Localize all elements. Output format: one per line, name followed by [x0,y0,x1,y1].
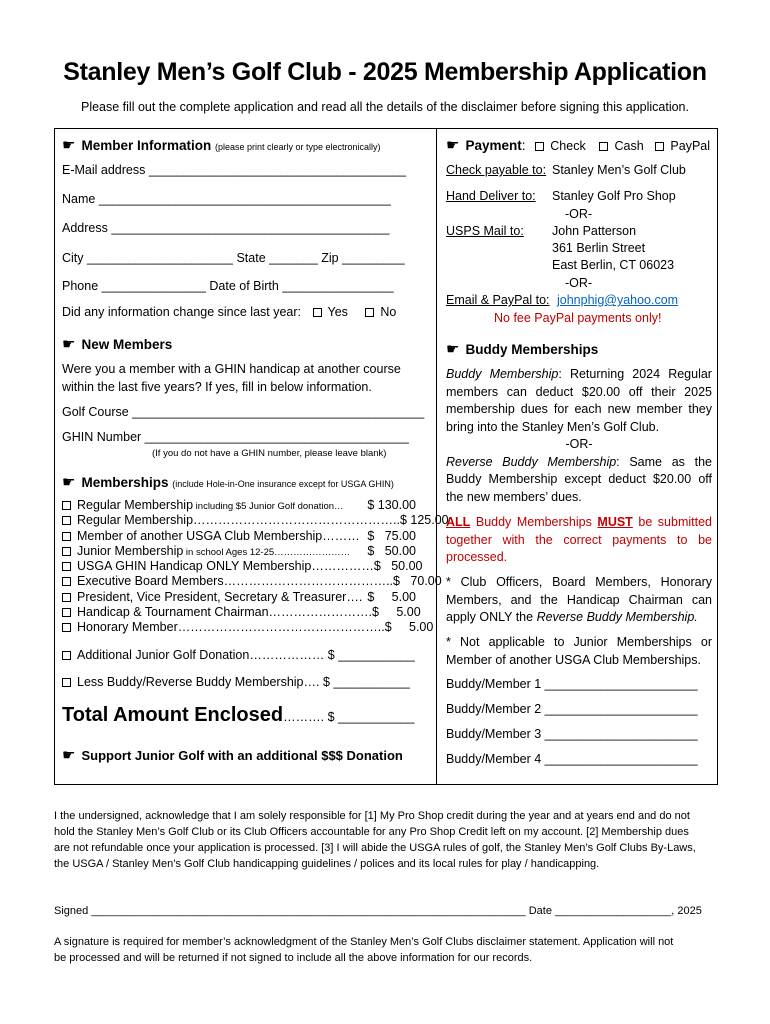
new-members-title: New Members [81,337,173,352]
buddy-heading [446,340,598,358]
membership-item[interactable] [62,574,442,589]
payment-check-label: Check [550,139,586,153]
pointing-hand-icon: ☛ [446,341,460,358]
disclaimer-line: I the undersigned, acknowledge that I am solely responsible for [1] My Pro Shop credit during the year and at years end and do not [54,810,690,822]
reverse-buddy-term: Reverse Buddy Membership. [536,610,698,624]
membership-label: Junior Membership [77,543,184,558]
ghin-note: (If you do not have a GHIN number, please leave blank) [152,448,387,459]
yes-label: Yes [327,305,348,319]
footer-line: be processed and will be returned if not signed to include all the above information for our records. [54,952,533,964]
name-field[interactable]: Name __________________________________________ [62,192,391,206]
membership-detail: including $5 Junior Golf donation… [193,501,344,512]
support-junior-golf-label: Support Junior Golf with an additional $$$ Donation [81,748,403,763]
no-fee-note: No fee PayPal payments only! [494,311,662,325]
or-separator: -OR- [565,437,593,451]
checkbox-icon[interactable] [62,608,71,617]
checkbox-icon[interactable] [62,532,71,541]
column-divider [436,128,437,785]
payment-cash-option[interactable] [599,139,643,153]
checkbox-icon[interactable] [62,577,71,586]
checkbox-icon[interactable] [62,501,71,510]
buddy-text: Member of another USGA Club Memberships. [446,652,701,667]
or-separator: -OR- [565,276,593,290]
buddy-text: members can deduct $20.00 off their 2025 [446,384,712,399]
membership-detail: in school Ages 12-25…………………… [183,546,351,558]
memberships-title: Memberships [81,475,169,490]
usps-city: East Berlin, CT 06023 [552,258,675,272]
checkbox-icon[interactable] [599,142,608,151]
buddy-term: Buddy Membership [446,367,559,381]
membership-item[interactable] [62,620,434,635]
checkbox-icon[interactable] [62,623,71,632]
membership-label: Honorary Member………………………………………….. [77,620,385,635]
pointing-hand-icon: ☛ [62,336,76,353]
memberships-note: (include Hole-in-One insurance except for USGA GHIN) [172,479,394,489]
buddy-text: together with the correct payments to be [446,532,712,547]
phone-dob-field[interactable]: Phone _______________ Date of Birth ________________ [62,279,394,293]
pointing-hand-icon: ☛ [62,474,76,491]
usps-label: USPS Mail to: [446,224,524,238]
checkbox-icon[interactable] [62,593,71,602]
all-emphasis: ALL [446,515,471,529]
buddy-title: Buddy Memberships [465,342,599,357]
buddy-text: membership dues for each new member they [446,402,712,416]
new-members-heading [62,335,172,353]
email-paypal-row [446,293,678,307]
membership-price: $ 50.00 [373,559,423,574]
check-payable-value: Stanley Men’s Golf Club [552,163,686,177]
membership-item[interactable] [62,590,416,605]
payment-paypal-option[interactable] [655,139,710,153]
membership-label: Executive Board Members………………………………….. [77,574,394,589]
payment-cash-label: Cash [614,139,644,153]
membership-item[interactable] [62,605,421,620]
checkbox-icon[interactable] [365,308,374,317]
pointing-hand-icon: ☛ [446,137,460,154]
total-amount-field[interactable] [62,704,414,727]
not-applicable-note [446,634,712,669]
pointing-hand-icon: ☛ [62,137,76,154]
support-junior-golf [62,746,403,764]
membership-list [62,498,449,636]
membership-label: Regular Membership………………………………………….. [77,513,400,528]
city-state-zip-field[interactable]: City _____________________ State _______ Zip _________ [62,251,405,265]
membership-item[interactable] [62,529,416,544]
page-title: Stanley Men’s Golf Club - 2025 Membership Application [63,58,707,86]
pointing-hand-icon: ☛ [62,747,76,764]
email-paypal-label: Email & PayPal to: [446,293,550,307]
usps-name: John Patterson [552,224,637,238]
member-info-title: Member Information [81,138,212,153]
buddy-text: be submitted [632,515,713,529]
checkbox-icon[interactable] [62,547,71,556]
buddy-text: : Same as the [616,454,712,469]
checkbox-icon[interactable] [62,651,71,660]
buddy-member-2-field[interactable]: Buddy/Member 2 ______________________ [446,702,698,716]
footer-line: A signature is required for member’s acknowledgment of the Stanley Men’s Golf Clubs disclaimer statement. Application will not [54,936,674,948]
membership-price: $ 130.00 [367,498,416,512]
golf-course-field[interactable]: Golf Course __________________________________________ [62,405,425,419]
checkbox-icon[interactable] [535,142,544,151]
checkbox-icon[interactable] [313,308,322,317]
membership-price: $ 125.00 [399,513,449,528]
hand-deliver-value: Stanley Golf Pro Shop [552,189,676,203]
membership-price: $ 75.00 [367,528,416,543]
email-paypal-link[interactable]: johnphig@yahoo.com [557,293,679,307]
buddy-member-1-field[interactable]: Buddy/Member 1 ______________________ [446,677,698,691]
checkbox-icon[interactable] [62,516,71,525]
membership-label: Regular Membership [77,498,194,512]
buddy-member-4-field[interactable]: Buddy/Member 4 ______________________ [446,752,698,766]
buddy-description [446,366,712,506]
membership-label: Handicap & Tournament Chairman……………………. [77,605,373,620]
disclaimer-line: hold the Stanley Men’s Golf Club or its Club Officers accountable for any Pro Shop Credit left on my account. [2] Membership dues [54,826,689,838]
email-field[interactable]: E-Mail address _____________________________________ [62,163,407,177]
payment-paypal-label: PayPal [670,139,711,153]
membership-price: $ 50.00 [367,543,416,558]
address-field[interactable]: Address ________________________________________ [62,221,390,235]
less-buddy-field[interactable] [62,675,410,689]
total-amount-label: Total Amount Enclosed [62,704,284,726]
new-members-question-1: Were you a member with a GHIN handicap at another course [62,362,401,376]
no-option[interactable] [365,305,396,319]
buddy-text: the new members’ dues. [446,489,582,504]
membership-label: President, Vice President, Secretary & Treasurer…. [77,589,363,604]
payment-check-option[interactable] [535,139,585,153]
membership-label: USGA GHIN Handicap ONLY Membership…………… [77,559,374,574]
junior-donation-label: Additional Junior Golf Donation……………… $ ___________ [77,648,415,662]
no-label: No [380,305,397,319]
buddy-text: Buddy Membership except deduct $20.00 off [446,472,712,486]
hand-deliver-label: Hand Deliver to: [446,189,536,203]
checkbox-icon[interactable] [655,142,664,151]
payment-heading: ☛ Payment: Check Cash PayPal [446,137,711,154]
officers-note [446,574,712,627]
info-change-label: Did any information change since last year: [62,305,302,319]
checkbox-icon[interactable] [62,562,71,571]
membership-price: $ 5.00 [384,620,434,635]
memberships-heading [62,473,394,491]
page-subtitle: Please fill out the complete application and read all the details of the disclaimer before signing this application. [80,100,689,114]
buddy-text: * Club Officers, Board Members, Honorary [446,575,712,589]
membership-price: $ 5.00 [367,589,416,604]
or-separator: -OR- [565,207,593,221]
ghin-number-field[interactable]: GHIN Number ______________________________________ [62,430,409,444]
membership-label: Member of another USGA Club Membership……… [77,528,360,543]
signature-field[interactable]: Signed _______________________________________________________________________ Date ___________________, 2025 [54,905,702,917]
info-change-question [62,305,396,319]
buddy-must-note [446,514,712,567]
checkbox-icon[interactable] [62,678,71,687]
membership-price: $ 5.00 [372,605,421,620]
membership-item[interactable] [62,498,416,513]
buddy-text: * Not applicable to Junior Memberships or [446,635,712,649]
less-buddy-label: Less Buddy/Reverse Buddy Membership…. $ ___________ [77,675,410,689]
membership-item[interactable] [62,544,416,559]
yes-option[interactable] [313,305,348,319]
member-info-note: (please print clearly or type electronically) [214,142,381,152]
buddy-text: : Returning 2024 Regular [558,367,712,381]
buddy-text: processed. [446,550,508,564]
disclaimer-text [54,808,716,872]
member-info-heading [62,136,381,154]
check-payable-label: Check payable to: [446,163,547,177]
must-emphasis: MUST [597,515,633,529]
buddy-text: Buddy Memberships [470,515,598,529]
disclaimer-line: are not refundable once your application is processed. [3] I will abide the USGA rules of golf, the Stanley Men’s Golf Clubs By-Laws, [54,842,696,854]
total-amount-line: ………. $ ___________ [283,710,415,724]
buddy-text: Members, and the Handicap Chairman can [446,592,712,607]
junior-donation-field[interactable] [62,648,415,662]
buddy-text: apply ONLY the [446,610,537,624]
payment-title: Payment [465,138,522,153]
new-members-question-2: within the last five years? If yes, fill in below information. [62,380,372,394]
usps-street: 361 Berlin Street [552,241,646,255]
disclaimer-line: the USGA / Stanley Men’s Golf Club handicapping guidelines / polices and its local rules for play / handicapping. [54,858,600,870]
membership-item[interactable] [62,513,449,528]
buddy-member-3-field[interactable]: Buddy/Member 3 ______________________ [446,727,698,741]
reverse-buddy-term: Reverse Buddy Membership [446,454,617,469]
membership-price: $ 70.00 [393,574,442,589]
footer-note [54,934,716,966]
buddy-text: bring into the Stanley Men’s Golf Club. [446,419,660,434]
membership-item[interactable] [62,559,423,574]
